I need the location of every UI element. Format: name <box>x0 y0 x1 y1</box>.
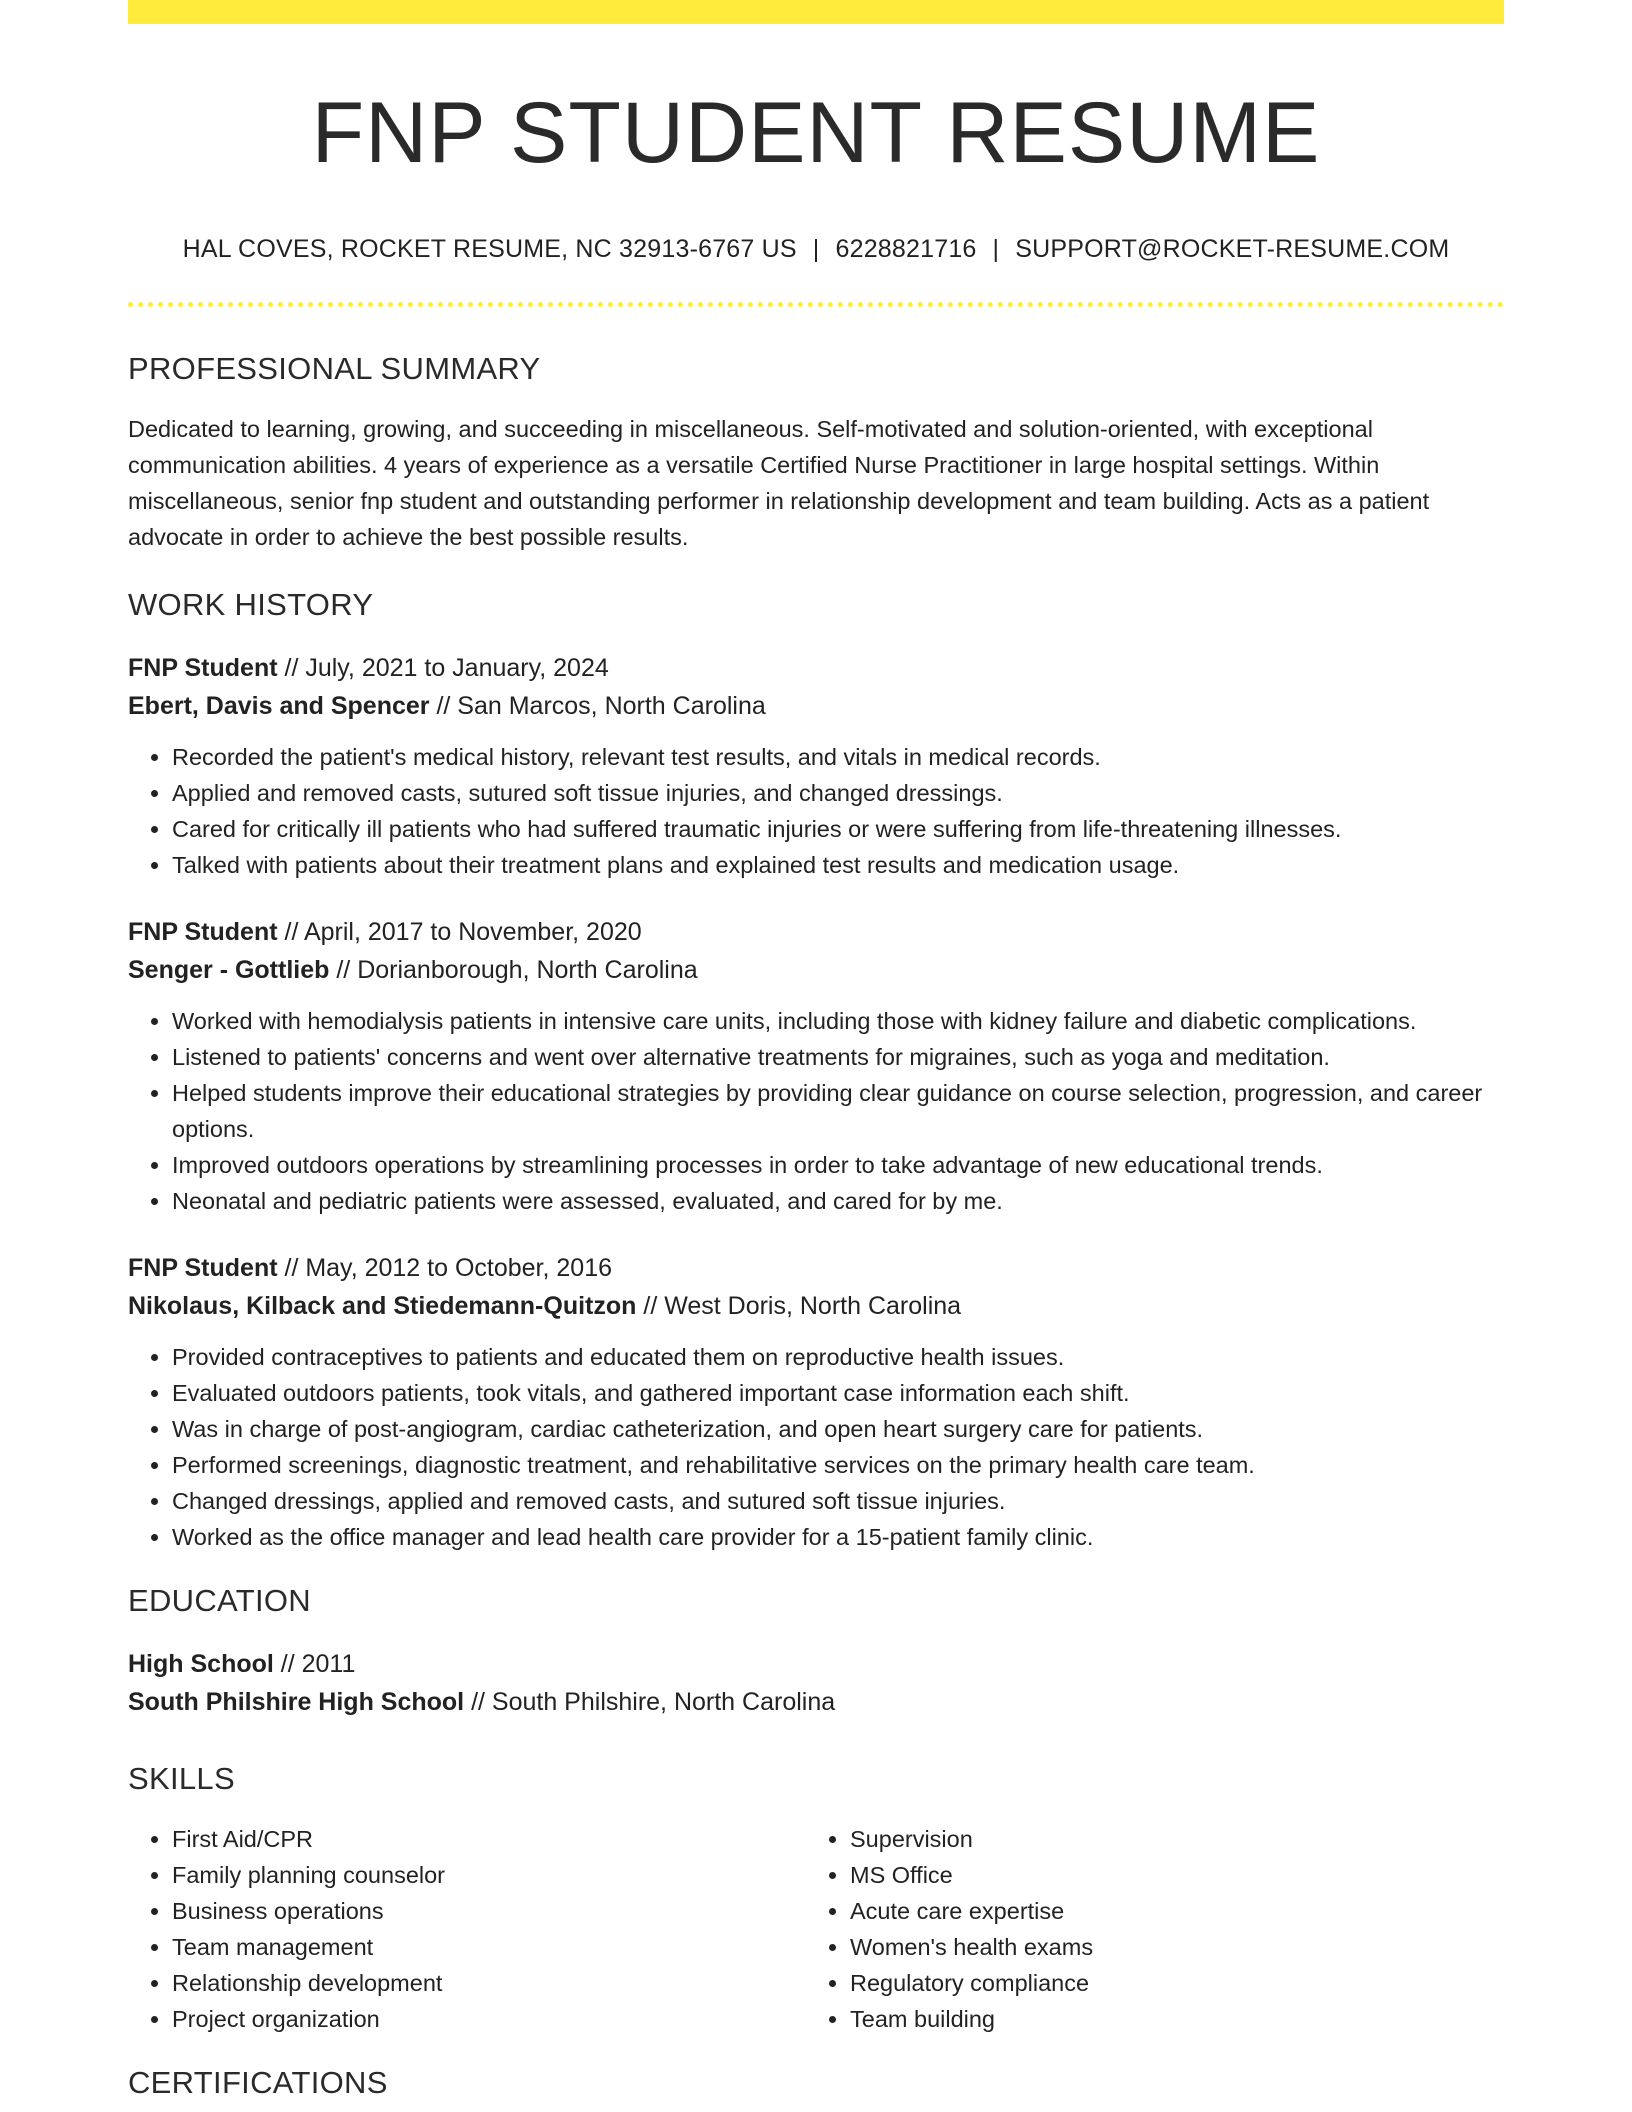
job-employer-line <box>128 951 1504 989</box>
job-location: // West Doris, North Carolina <box>636 1291 962 1320</box>
header-divider <box>128 302 1504 307</box>
job-bullet: • Was in charge of post-angiogram, cardiac catheterization, and open heart surgery care for patients. <box>172 1411 1504 1447</box>
education-degree: High School <box>128 1649 274 1678</box>
job-role-line <box>128 649 1504 687</box>
job-bullet: • Worked as the office manager and lead health care provider for a 15-patient family clinic. <box>172 1519 1504 1555</box>
job-bullet: • Changed dressings, applied and removed casts, and sutured soft tissue injuries. <box>172 1483 1504 1519</box>
job-entry <box>128 649 1504 883</box>
job-bullet: • Talked with patients about their treatment plans and explained test results and medication usage. <box>172 847 1504 883</box>
job-bullet: • Improved outdoors operations by streamlining processes in order to take advantage of new educational trends. <box>172 1147 1504 1183</box>
education-school-line <box>128 1683 1504 1721</box>
summary-text: Dedicated to learning, growing, and succeeding in miscellaneous. Self-motivated and solution-oriented, with exceptional communication abilities. 4 years of experience as a versatile Certified Nurse Practitioner in large hospital settings. Within miscellaneous, senior fnp student and outstanding performer in relationship development and team building. Acts as a patient advocate in order to achieve the best possible results. <box>128 415 1430 550</box>
education-degree-line <box>128 1645 1504 1683</box>
skill-item: • Team management <box>172 1929 806 1965</box>
summary-heading: PROFESSIONAL SUMMARY <box>128 350 541 386</box>
job-dates: // May, 2012 to October, 2016 <box>277 1253 613 1282</box>
job-employer-line <box>128 687 1504 725</box>
education-year: // 2011 <box>273 1649 356 1678</box>
job-role-line <box>128 1249 1504 1287</box>
job-bullet: • Listened to patients' concerns and went over alternative treatments for migraines, such as yoga and meditation. <box>172 1039 1504 1075</box>
job-bullet: • Evaluated outdoors patients, took vitals, and gathered important case information each shift. <box>172 1375 1504 1411</box>
job-bullets <box>128 1339 1504 1555</box>
skills-list-left <box>128 1821 806 2037</box>
job-employer-line <box>128 1287 1504 1325</box>
job-location: // Dorianborough, North Carolina <box>329 955 698 984</box>
contact-separator: | <box>992 234 1000 263</box>
skills-columns <box>128 1821 1504 2037</box>
job-bullet: • Worked with hemodialysis patients in intensive care units, including those with kidney failure and diabetic complications. <box>172 1003 1504 1039</box>
skill-item: • Business operations <box>172 1893 806 1929</box>
job-bullet: • Recorded the patient's medical history, relevant test results, and vitals in medical records. <box>172 739 1504 775</box>
certifications-heading: CERTIFICATIONS <box>128 2064 388 2100</box>
job-bullet: • Applied and removed casts, sutured soft tissue injuries, and changed dressings. <box>172 775 1504 811</box>
skill-item: • MS Office <box>850 1857 1484 1893</box>
job-bullet: • Helped students improve their educational strategies by providing clear guidance on course selection, progression, and career options. <box>172 1075 1504 1147</box>
job-location: // San Marcos, North Carolina <box>429 691 766 720</box>
skill-item: • Regulatory compliance <box>850 1965 1484 2001</box>
contact-address: HAL COVES, ROCKET RESUME, NC 32913-6767 US <box>182 234 797 263</box>
contact-email: SUPPORT@ROCKET-RESUME.COM <box>1015 234 1450 263</box>
skill-item: • Supervision <box>850 1821 1484 1857</box>
job-entry <box>128 913 1504 1219</box>
job-role-line <box>128 913 1504 951</box>
skill-item: • Women's health exams <box>850 1929 1484 1965</box>
skills-list-right <box>806 1821 1484 2037</box>
skill-item: • First Aid/CPR <box>172 1821 806 1857</box>
job-employer: Nikolaus, Kilback and Stiedemann-Quitzon <box>128 1291 637 1320</box>
job-bullets <box>128 739 1504 883</box>
education-school: South Philshire High School <box>128 1687 465 1716</box>
work-history-heading: WORK HISTORY <box>128 586 374 622</box>
education-heading: EDUCATION <box>128 1582 311 1618</box>
skill-item: • Family planning counselor <box>172 1857 806 1893</box>
job-employer: Senger - Gottlieb <box>128 955 330 984</box>
job-employer: Ebert, Davis and Spencer <box>128 691 430 720</box>
education-location: // South Philshire, North Carolina <box>464 1687 836 1716</box>
job-dates: // April, 2017 to November, 2020 <box>277 917 642 946</box>
job-bullet: • Cared for critically ill patients who had suffered traumatic injuries or were suffering from life-threatening illnesses. <box>172 811 1504 847</box>
job-bullet: • Performed screenings, diagnostic treatment, and rehabilitative services on the primary health care team. <box>172 1447 1504 1483</box>
skills-heading: SKILLS <box>128 1760 235 1796</box>
job-bullet: • Neonatal and pediatric patients were assessed, evaluated, and cared for by me. <box>172 1183 1504 1219</box>
contact-phone: 6228821716 <box>835 234 977 263</box>
job-entry <box>128 1249 1504 1555</box>
job-dates: // July, 2021 to January, 2024 <box>277 653 609 682</box>
resume-page <box>128 0 1504 2101</box>
skill-item: • Team building <box>850 2001 1484 2037</box>
accent-top-bar <box>128 0 1504 24</box>
skill-item: • Project organization <box>172 2001 806 2037</box>
job-role: FNP Student <box>128 653 278 682</box>
contact-separator: | <box>812 234 820 263</box>
job-role: FNP Student <box>128 917 278 946</box>
job-role: FNP Student <box>128 1253 278 1282</box>
skill-item: • Acute care expertise <box>850 1893 1484 1929</box>
job-bullets <box>128 1003 1504 1219</box>
resume-title: FNP STUDENT RESUME <box>311 85 1321 181</box>
job-bullet: • Provided contraceptives to patients and educated them on reproductive health issues. <box>172 1339 1504 1375</box>
contact-line <box>128 235 1504 264</box>
skill-item: • Relationship development <box>172 1965 806 2001</box>
